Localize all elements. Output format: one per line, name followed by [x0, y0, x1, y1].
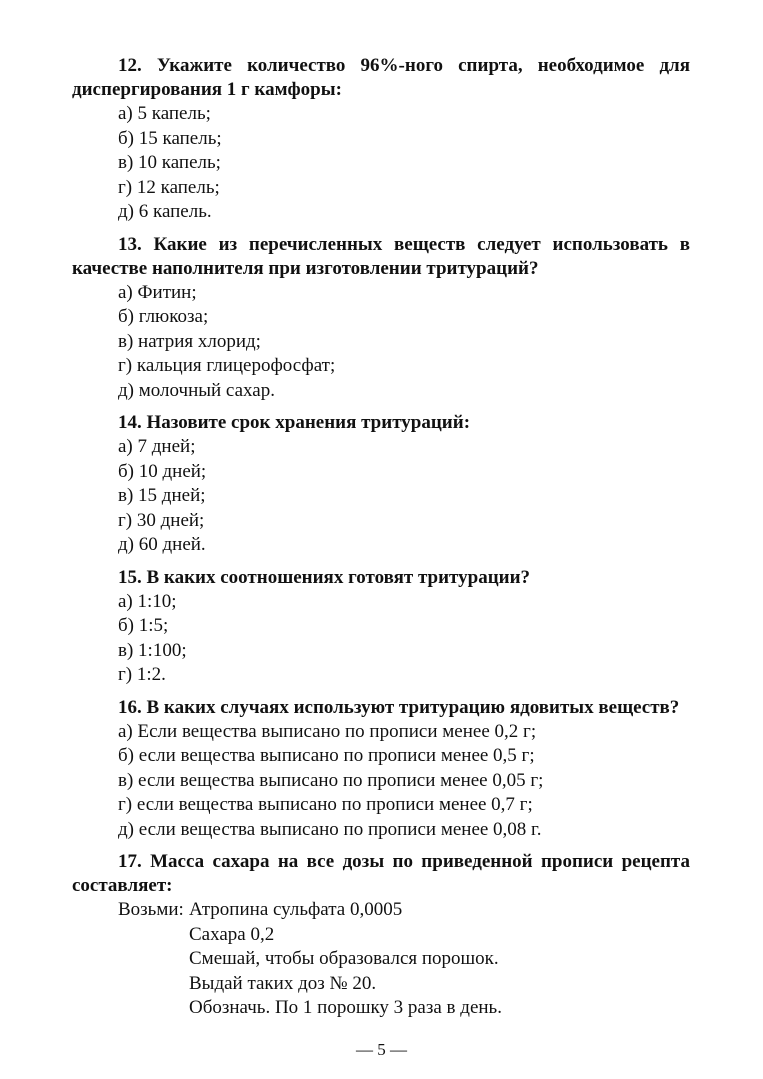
answer-option: в) 15 дней; — [118, 485, 206, 506]
answer-option: д) молочный сахар. — [118, 379, 275, 401]
question-13 — [72, 233, 690, 404]
answer-option: г) 12 капель; — [118, 176, 220, 198]
answer-options — [72, 435, 690, 558]
prescription-line: Атропина сульфата 0,0005 — [189, 899, 403, 920]
prescription-line: Выдай таких доз № 20. — [189, 972, 377, 994]
question-title: 16. В каких случаях используют тритурацию ядовитых веществ? — [118, 696, 680, 718]
answer-option: д) 60 дней. — [118, 534, 206, 555]
question-title: 14. Назовите срок хранения тритураций: — [118, 412, 471, 433]
answer-option: б) если вещества выписано по прописи менее 0,5 г; — [118, 745, 535, 766]
answer-option: г) 30 дней; — [118, 509, 205, 531]
answer-option: д) 6 капель. — [118, 201, 212, 222]
answer-option: а) Фитин; — [118, 281, 197, 303]
question-14 — [72, 411, 690, 558]
question-12 — [72, 54, 690, 225]
answer-option: а) 7 дней; — [118, 436, 196, 457]
prescription-line: Обозначь. По 1 порошку 3 раза в день. — [189, 997, 502, 1018]
prescription — [72, 898, 690, 1021]
prescription-line: Смешай, чтобы образовался порошок. — [189, 948, 499, 969]
answer-options — [72, 102, 690, 225]
answer-option: б) 1:5; — [118, 615, 169, 636]
question-17 — [72, 850, 690, 1021]
prescription-line: Сахара 0,2 — [189, 923, 275, 945]
answer-option: г) если вещества выписано по прописи менее 0,7 г; — [118, 794, 533, 815]
answer-option: в) 10 капель; — [118, 152, 221, 173]
answer-option: а) 1:10; — [118, 590, 177, 612]
answer-options — [72, 590, 690, 688]
page-number: — 5 — — [356, 1040, 407, 1059]
question-title: 12. Укажите количество 96%-ного спирта, необходимое для диспергирования 1 г камфоры: — [72, 55, 690, 100]
answer-option: а) 5 капель; — [118, 103, 211, 124]
answer-option: б) 15 капель; — [118, 127, 222, 149]
answer-option: г) 1:2. — [118, 664, 166, 685]
prescription-head: Возьми: — [118, 899, 184, 920]
prescription-first-row — [72, 898, 690, 923]
answer-option: г) кальция глицерофосфат; — [118, 355, 336, 376]
answer-options — [72, 281, 690, 404]
answer-option: в) 1:100; — [118, 639, 187, 661]
answer-option: б) глюкоза; — [118, 306, 209, 327]
answer-options — [72, 720, 690, 843]
answer-option: в) натрия хлорид; — [118, 330, 261, 352]
answer-option: д) если вещества выписано по прописи менее 0,08 г. — [118, 818, 542, 840]
answer-option: а) Если вещества выписано по прописи менее 0,2 г; — [118, 720, 537, 742]
question-16 — [72, 696, 690, 843]
answer-option: в) если вещества выписано по прописи менее 0,05 г; — [118, 769, 544, 791]
question-15 — [72, 566, 690, 688]
question-title: 17. Масса сахара на все дозы по приведенной прописи рецепта составляет: — [72, 851, 690, 896]
answer-option: б) 10 дней; — [118, 460, 207, 482]
question-title: 15. В каких соотношениях готовят тритурации? — [118, 566, 531, 588]
question-title: 13. Какие из перечисленных веществ следует использовать в качестве наполнителя при изготовлении тритураций? — [72, 233, 690, 279]
document-page — [72, 54, 690, 1029]
